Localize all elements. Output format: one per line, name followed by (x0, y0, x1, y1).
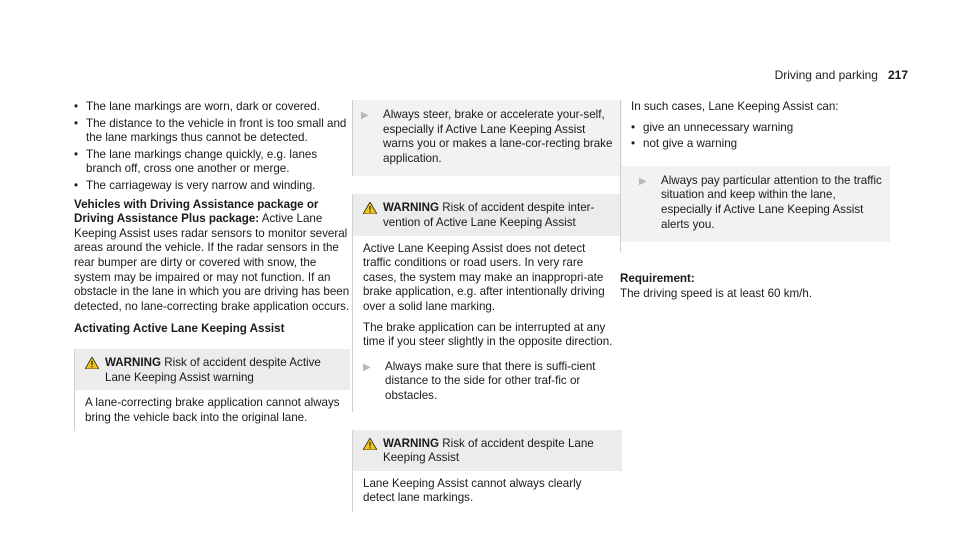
warning-box (352, 430, 622, 512)
vehicles-paragraph (74, 198, 350, 315)
step-text: Always steer, brake or accelerate your-self, especially if Active Lane Keeping Assist warns you or makes a lane-cor-recting brake application. (383, 108, 613, 165)
instruction-step (363, 356, 614, 406)
column-2 (352, 100, 622, 512)
warning-label: WARNING (105, 355, 162, 369)
list-item: • The distance to the vehicle in front is too small and the lane markings thus cannot be detected. (74, 117, 350, 146)
conditions-list (74, 100, 350, 194)
warning-label: WARNING (383, 436, 440, 450)
warning-header (353, 194, 622, 235)
step-text: Always pay particular attention to the traffic situation and keep within the lane, especially if Active Lane Keeping Assist alerts you. (661, 173, 882, 231)
list-item: • The lane markings change quickly, e.g. lanes branch off, cross one another or merge. (74, 148, 350, 177)
warning-header (353, 430, 622, 471)
warning-header (75, 349, 350, 390)
warning-paragraph: The brake application can be interrupted at any time if you steer slightly in the opposite direction. (363, 320, 613, 349)
page-header (775, 68, 908, 83)
warning-triangle-icon (363, 202, 377, 219)
list-item: • The carriageway is very narrow and winding. (74, 179, 350, 194)
step-arrow-icon: ▶ (639, 175, 647, 187)
step-arrow-icon: ▶ (363, 361, 371, 373)
column-3 (620, 100, 890, 307)
warning-label: WARNING (383, 201, 440, 215)
vehicles-text: Active Lane Keeping Assist uses radar sensors to monitor several areas around the vehicle. If the radar sensors in the rear bumper are dirty or covered with snow, the system may be impaired or may not function. If an obstacle in the lane in which you are driving has been detected, no lane-correcting brake application occurs. (74, 212, 350, 313)
vehicles-label: Vehicles with Driving Assistance package or Driving Assistance Plus package: (74, 197, 319, 226)
requirement-text: The driving speed is at least 60 km/h. (620, 286, 813, 300)
step-arrow-icon: ▶ (361, 110, 369, 121)
intro-text: In such cases, Lane Keeping Assist can: (631, 100, 839, 113)
warning-body: A lane-correcting brake application cannot always bring the vehicle back into the original lane. (85, 396, 340, 424)
warning-paragraph: Active Lane Keeping Assist does not detect traffic conditions or road users. In very rare cases, the system may make an inappropri-ate brake application, e.g. after intentionally driving over a solid lane marking. (363, 241, 605, 313)
warning-title: Risk of accident despite Lane Keeping Assist (383, 436, 594, 465)
list-item: • give an unnecessary warning (631, 121, 890, 136)
step-text: Always make sure that there is suffi-cient distance to the side for other traf-fic or obstacles. (385, 359, 596, 402)
instruction-box (621, 166, 890, 242)
requirement-label: Requirement: (620, 272, 695, 286)
cases-list (631, 121, 890, 152)
warning-box (352, 194, 622, 411)
section-title: Driving and parking (774, 68, 878, 82)
page-number: 217 (887, 68, 908, 82)
warning-body: Lane Keeping Assist cannot always clearly detect lane markings. (363, 476, 582, 505)
warning-title: Risk of accident despite inter-vention of Active Lane Keeping Assist (383, 201, 595, 229)
warning-triangle-icon (85, 357, 99, 374)
warning-body (353, 236, 622, 412)
continuation-block (620, 100, 890, 252)
warning-triangle-icon (363, 438, 377, 455)
list-item: • The lane markings are worn, dark or covered. (74, 100, 350, 115)
warning-box (74, 349, 350, 431)
list-item: • not give a warning (631, 137, 890, 152)
activating-heading: Activating Active Lane Keeping Assist (74, 322, 285, 336)
instruction-box (352, 100, 622, 176)
warning-title: Risk of accident despite Active Lane Keeping Assist warning (105, 355, 321, 384)
column-1 (74, 100, 350, 431)
